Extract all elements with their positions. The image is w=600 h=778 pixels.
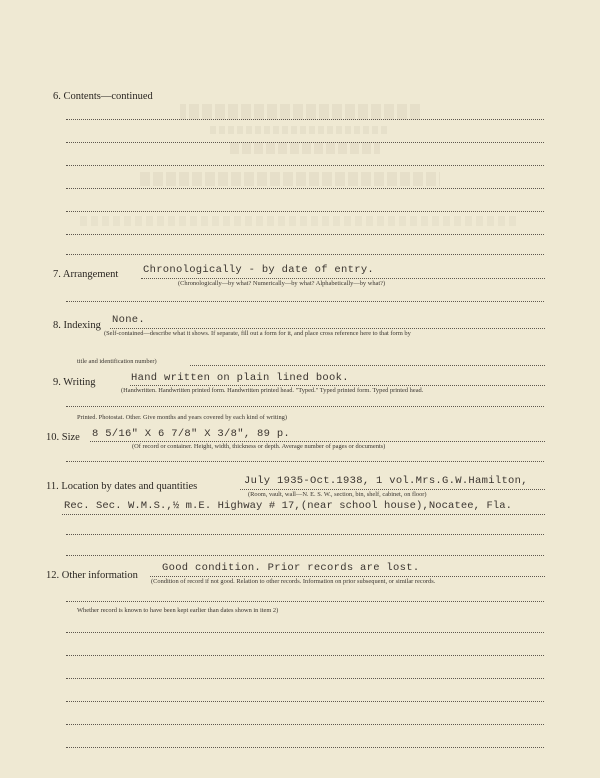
- bleed-through-mark: [180, 104, 420, 120]
- size-value: 8 5/16" X 6 7/8" X 3/8", 89 p.: [92, 428, 291, 440]
- location-line: [240, 489, 545, 490]
- other-information-line-8: [66, 747, 544, 748]
- other-information-line-5: [66, 678, 544, 679]
- size-caption: (Of record or container. Height, width, thickness or depth. Average number of pages or documents): [132, 443, 386, 450]
- writing-line-2: [66, 406, 544, 407]
- indexing-line-2: [190, 365, 545, 366]
- contents-line: [66, 119, 544, 120]
- bleed-through-mark: [230, 142, 380, 154]
- location-line-2: [62, 514, 545, 515]
- location-caption: (Room, vault, wall—N. E. S. W., section, bin, shelf, cabinet, on floor): [248, 491, 427, 498]
- contents-line: [66, 165, 544, 166]
- other-information-label: 12. Other information: [46, 570, 138, 581]
- contents-line: [66, 188, 544, 189]
- location-value-2: Rec. Sec. W.M.S.,½ m.E. Highway # 17,(near school house),Nocatee, Fla.: [64, 500, 513, 512]
- arrangement-label: 7. Arrangement: [53, 269, 119, 280]
- arrangement-value: Chronologically - by date of entry.: [143, 264, 375, 276]
- location-line-4: [66, 555, 544, 556]
- other-information-line-6: [66, 701, 544, 702]
- writing-value: Hand written on plain lined book.: [131, 372, 349, 384]
- indexing-caption-2: title and identification number): [77, 358, 157, 365]
- contents-line: [66, 211, 544, 212]
- other-information-line-7: [66, 724, 544, 725]
- location-line-3: [66, 534, 544, 535]
- other-information-line-3: [66, 632, 544, 633]
- location-value: July 1935-Oct.1938, 1 vol.Mrs.G.W.Hamilton,: [244, 475, 528, 487]
- contents-line: [66, 254, 544, 255]
- location-label: 11. Location by dates and quantities: [46, 481, 198, 492]
- size-line: [90, 441, 545, 442]
- other-information-line-4: [66, 655, 544, 656]
- bleed-through-mark: [80, 216, 520, 226]
- other-information-value: Good condition. Prior records are lost.: [162, 562, 420, 574]
- contents-line: [66, 142, 544, 143]
- writing-line: [130, 385, 545, 386]
- indexing-value: None.: [112, 314, 146, 326]
- size-label: 10. Size: [46, 432, 80, 443]
- writing-label: 9. Writing: [53, 377, 96, 388]
- arrangement-line: [141, 278, 545, 279]
- indexing-caption: (Self-contained—describe what it shows. If separate, fill out a form for it, and place cross reference here to that form by: [104, 330, 411, 337]
- contents-continued-label: 6. Contents—continued: [53, 91, 153, 102]
- contents-line: [66, 234, 544, 235]
- bleed-through-mark: [210, 126, 390, 134]
- bleed-through-mark: [140, 172, 440, 186]
- arrangement-line-2: [66, 301, 544, 302]
- other-information-line-2: [66, 601, 544, 602]
- writing-caption: (Handwritten. Handwritten printed form. Handwritten printed head. "Typed." Typed printed form. Typed printed head.: [121, 387, 424, 394]
- other-information-caption: (Condition of record if not good. Relation to other records. Information on prior subsequent, or similar records.: [151, 578, 436, 585]
- other-information-line: [150, 576, 545, 577]
- other-information-caption-2: Whether record is known to have been kept earlier than dates shown in item 2): [77, 607, 279, 614]
- writing-caption-2: Printed. Photostat. Other. Give months and years covered by each kind of writing): [77, 414, 287, 421]
- arrangement-caption: (Chronologically—by what? Numerically—by what? Alphabetically—by what?): [178, 280, 386, 287]
- size-line-2: [66, 461, 544, 462]
- indexing-label: 8. Indexing: [53, 320, 101, 331]
- indexing-line: [110, 328, 545, 329]
